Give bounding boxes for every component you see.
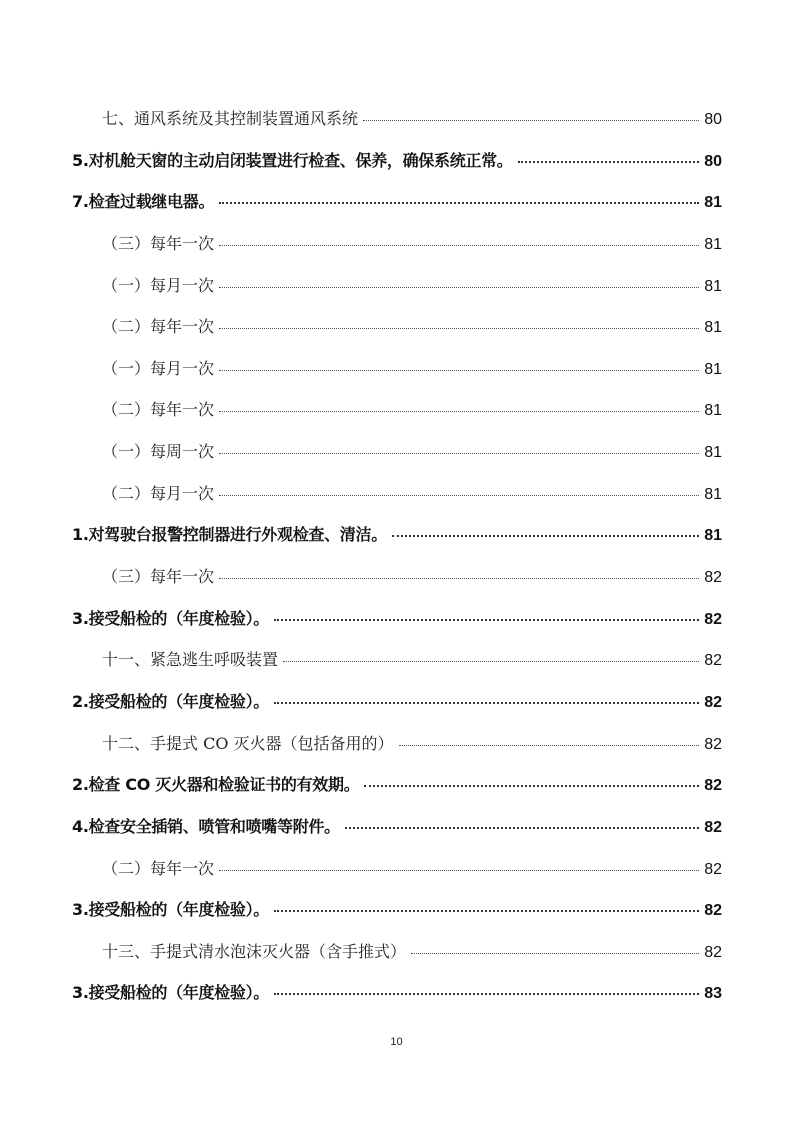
toc-entry[interactable] <box>72 229 722 271</box>
toc-leader-dots <box>392 520 699 540</box>
toc-entry[interactable] <box>72 520 722 562</box>
toc-entry-title: 3.接受船检的（年度检验）。 <box>72 897 271 923</box>
toc-leader-dots <box>411 937 699 957</box>
toc-entry-title: 3.接受船检的（年度检验）。 <box>72 980 271 1006</box>
toc-leader-dots <box>363 104 699 124</box>
toc-leader-dots <box>219 395 699 415</box>
toc-leader-dots <box>219 354 699 374</box>
toc-entry-page: 81 <box>704 485 722 503</box>
toc-leader-dots <box>219 437 699 457</box>
toc-leader-dots <box>219 187 699 207</box>
toc-entry[interactable] <box>72 437 722 479</box>
toc-entry-page: 82 <box>704 693 722 711</box>
toc-entry[interactable] <box>72 562 722 604</box>
toc-entry[interactable] <box>72 146 722 188</box>
toc-leader-dots <box>274 895 699 915</box>
toc-entry-page: 82 <box>704 777 722 795</box>
toc-leader-dots <box>518 146 699 166</box>
toc-entry-page: 82 <box>704 569 722 587</box>
toc-entry[interactable] <box>72 854 722 896</box>
toc-entry-title: （三）每年一次 <box>72 564 216 590</box>
toc-leader-dots <box>219 479 699 499</box>
toc-entry[interactable] <box>72 312 722 354</box>
toc-leader-dots <box>219 229 699 249</box>
toc-entry-page: 81 <box>704 360 722 378</box>
toc-entry-title: 1.对驾驶台报警控制器进行外观检查、清洁。 <box>72 522 389 548</box>
toc-entry[interactable] <box>72 604 722 646</box>
toc-entry-title: 7.检查过载继电器。 <box>72 189 216 215</box>
toc-entry-title: （二）每年一次 <box>72 314 216 340</box>
toc-entry-title: 5.对机舱天窗的主动启闭装置进行检查、保养，确保系统正常。 <box>72 148 515 174</box>
toc-entry-page: 81 <box>704 527 722 545</box>
toc-entry-page: 81 <box>704 194 722 212</box>
footer-page-number: 10 <box>390 1036 403 1048</box>
toc-entry-title: （一）每月一次 <box>72 273 216 299</box>
toc-entry[interactable] <box>72 354 722 396</box>
toc-leader-dots <box>364 770 699 790</box>
toc-entry-page: 81 <box>704 444 722 462</box>
toc-leader-dots <box>345 812 699 832</box>
toc-entry-title: 十一、紧急逃生呼吸装置 <box>72 647 280 673</box>
toc-entry-title: （一）每周一次 <box>72 439 216 465</box>
toc-entry[interactable] <box>72 729 722 771</box>
toc-leader-dots <box>219 562 699 582</box>
toc-entry-page: 82 <box>704 902 722 920</box>
toc-leader-dots <box>399 729 699 749</box>
toc-entry-title: （一）每月一次 <box>72 356 216 382</box>
toc-entry-page: 82 <box>704 652 722 670</box>
toc-entry[interactable] <box>72 937 722 979</box>
toc-entry[interactable] <box>72 271 722 313</box>
toc-entry-title: （三）每年一次 <box>72 231 216 257</box>
toc-leader-dots <box>283 645 699 665</box>
toc-leader-dots <box>219 854 699 874</box>
toc-entry-page: 82 <box>704 860 722 878</box>
toc-entry-title: 七、通风系统及其控制装置通风系统 <box>72 106 360 132</box>
toc-entry-page: 81 <box>704 402 722 420</box>
toc-entry[interactable] <box>72 187 722 229</box>
toc-entry[interactable] <box>72 479 722 521</box>
toc-entry-page: 81 <box>704 277 722 295</box>
toc-entry-title: 3.接受船检的（年度检验）。 <box>72 606 271 632</box>
toc-leader-dots <box>274 978 699 998</box>
toc-entry[interactable] <box>72 395 722 437</box>
toc-entry-page: 80 <box>704 111 722 128</box>
toc-entry-page: 82 <box>704 735 722 753</box>
toc-entry-page: 83 <box>704 985 722 1003</box>
toc-entry-page: 80 <box>704 152 722 170</box>
toc-entry-title: 十三、手提式清水泡沫灭火器（含手推式） <box>72 939 408 965</box>
toc-entry-page: 82 <box>704 943 722 961</box>
toc-entry[interactable] <box>72 770 722 812</box>
toc-entry[interactable] <box>72 812 722 854</box>
toc-leader-dots <box>219 271 699 291</box>
toc-entry-page: 81 <box>704 319 722 337</box>
toc-entry-page: 81 <box>704 235 722 253</box>
toc-entry[interactable] <box>72 645 722 687</box>
toc-entry-title: 十二、手提式 CO 灭火器（包括备用的） <box>72 731 396 757</box>
toc-entry[interactable] <box>72 104 722 146</box>
toc-entry[interactable] <box>72 895 722 937</box>
toc-entry[interactable] <box>72 687 722 729</box>
toc-entry-title: 2.检查 CO 灭火器和检验证书的有效期。 <box>72 772 361 798</box>
toc-entry[interactable] <box>72 978 722 1020</box>
toc-entry-title: 2.接受船检的（年度检验）。 <box>72 689 271 715</box>
toc-entry-page: 82 <box>704 610 722 628</box>
toc-entry-title: （二）每年一次 <box>72 856 216 882</box>
toc-leader-dots <box>274 604 699 624</box>
toc-entry-page: 82 <box>704 818 722 836</box>
toc-entry-title: （二）每年一次 <box>72 397 216 423</box>
table-of-contents <box>72 104 722 1020</box>
toc-entry-title: 4.检查安全插销、喷管和喷嘴等附件。 <box>72 814 342 840</box>
toc-entry-title: （二）每月一次 <box>72 481 216 507</box>
toc-leader-dots <box>219 312 699 332</box>
toc-leader-dots <box>274 687 699 707</box>
